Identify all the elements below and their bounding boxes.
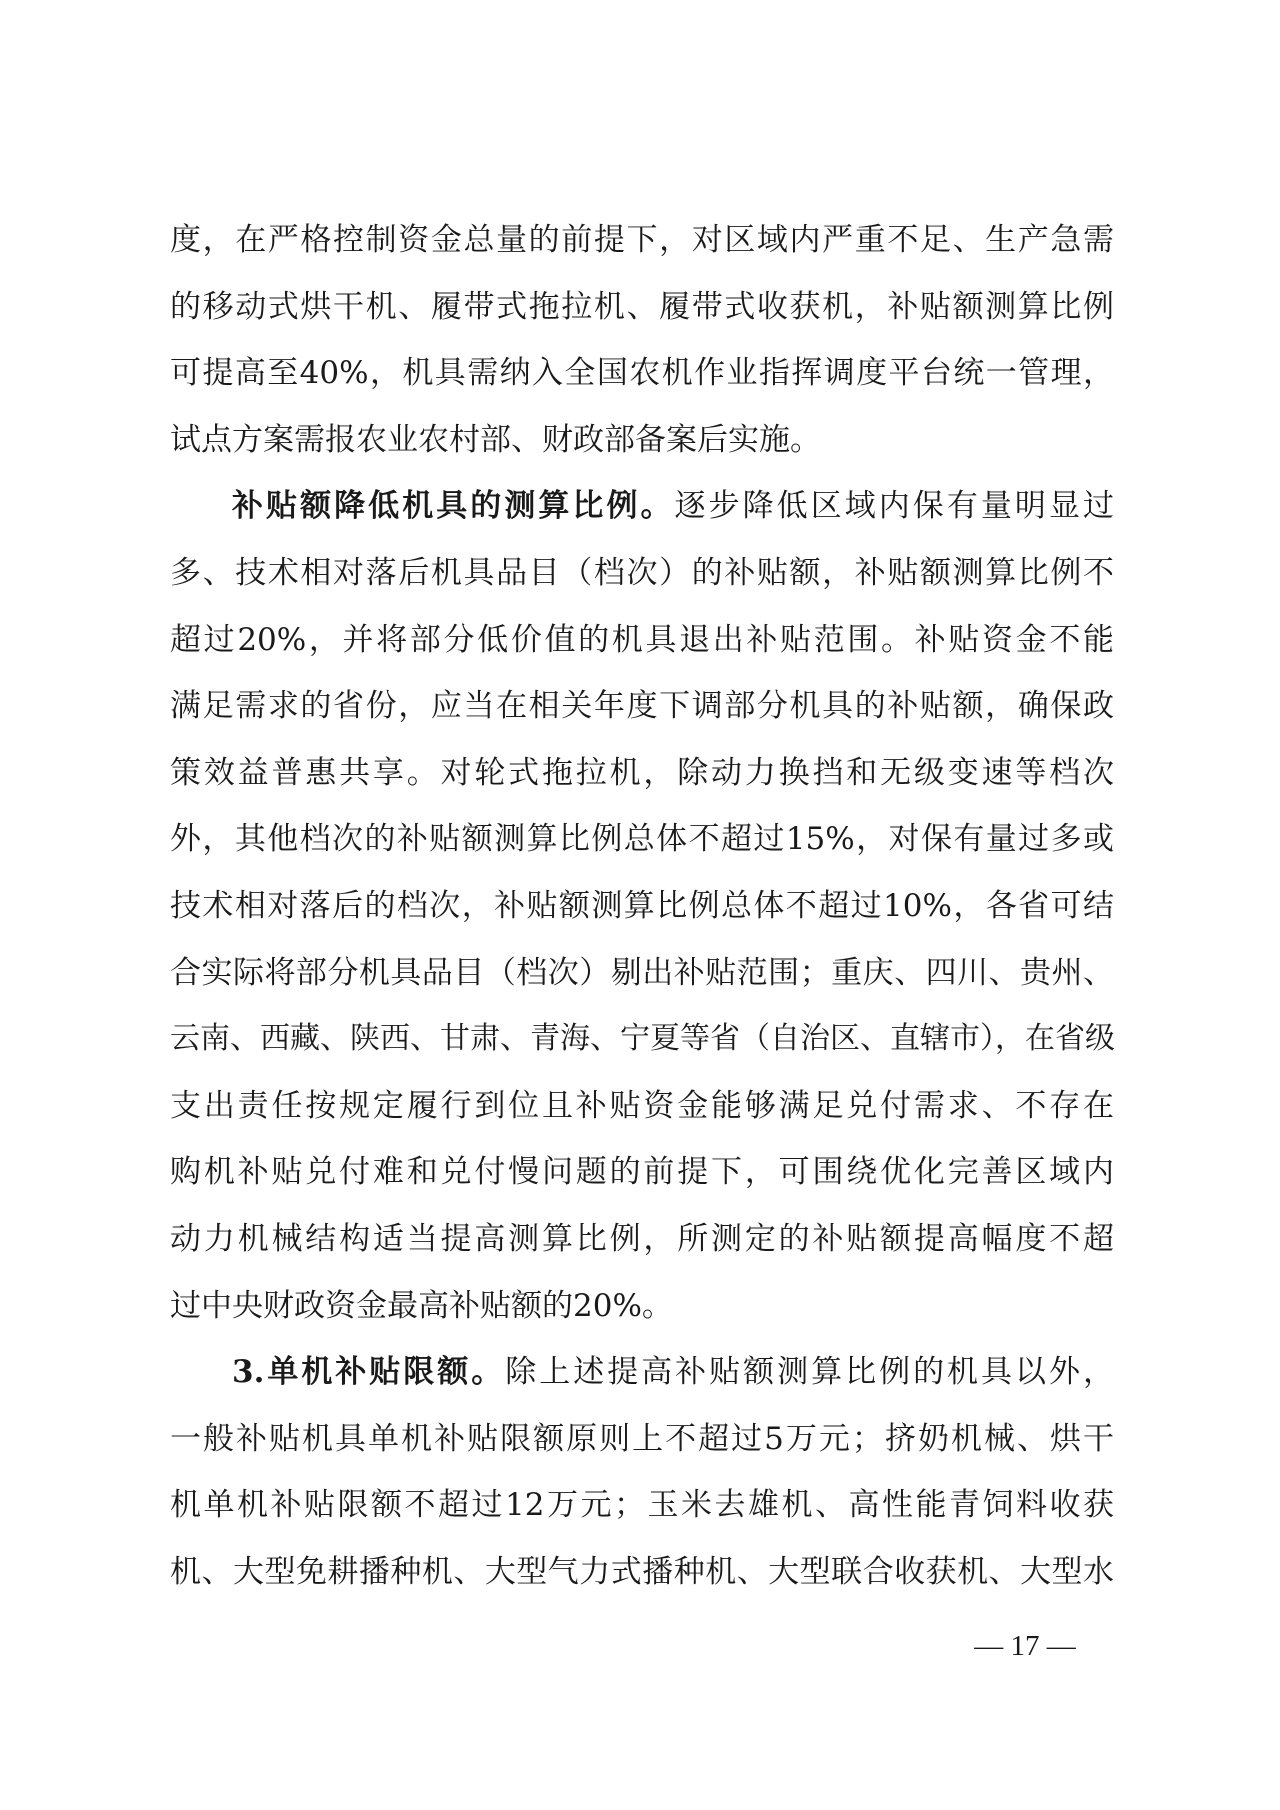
paragraph [170,473,1114,1339]
text-line: 合实际将部分机具品目（档次）剔出补贴范围；重庆、四川、贵州、 [170,954,1114,991]
text-run: 除上述提高补贴额测算比例的机具以外， [505,1354,1114,1391]
text-line: 多、技术相对落后机具品目（档次）的补贴额，补贴额测算比例不 [170,554,1114,591]
text-line: 云南、西藏、陕西、甘肃、青海、宁夏等省（自治区、直辖市），在省级 [170,1021,1115,1057]
body-text [170,207,1114,1605]
text-line: 超过20%，并将部分低价值的机具退出补贴范围。补贴资金不能 [170,621,1114,658]
text-line: 机、大型免耕播种机、大型气力式播种机、大型联合收获机、大型水 [170,1553,1114,1590]
text-line: 过中央财政资金最高补贴额的20%。 [170,1287,673,1324]
text-line [170,473,1114,540]
paragraph [170,207,1114,473]
text-line: 试点方案需报农业农村部、财政部备案后实施。 [170,421,821,458]
text-line: 的移动式烘干机、履带式拖拉机、履带式收获机，补贴额测算比例 [170,288,1114,325]
text-line: 动力机械结构适当提高测算比例，所测定的补贴额提高幅度不超 [170,1220,1114,1257]
text-line: 一般补贴机具单机补贴限额原则上不超过5万元；挤奶机械、烘干 [170,1420,1114,1457]
text-line: 购机补贴兑付难和兑付慢问题的前提下，可围绕优化完善区域内 [170,1154,1114,1191]
text-line: 支出责任按规定履行到位且补贴资金能够满足兑付需求、不存在 [170,1087,1114,1124]
text-line: 可提高至40%，机具需纳入全国农机作业指挥调度平台统一管理， [170,355,1114,392]
paragraph-heading: 补贴额降低机具的测算比例。 [232,488,675,525]
text-line [170,1339,1114,1406]
page-number: — 17 — [974,1630,1076,1662]
paragraph-heading: 3.单机补贴限额。 [232,1354,506,1391]
text-line: 满足需求的省份，应当在相关年度下调部分机具的补贴额，确保政 [170,688,1114,725]
text-line: 机单机补贴限额不超过12万元；玉米去雄机、高性能青饲料收获 [170,1487,1114,1524]
text-line: 外，其他档次的补贴额测算比例总体不超过15%，对保有量过多或 [170,821,1114,858]
paragraph [170,1339,1114,1605]
text-line: 策效益普惠共享。对轮式拖拉机，除动力换挡和无级变速等档次 [170,754,1114,791]
text-line: 技术相对落后的档次，补贴额测算比例总体不超过10%，各省可结 [170,887,1114,924]
text-line: 度，在严格控制资金总量的前提下，对区域内严重不足、生产急需 [170,222,1114,258]
text-run: 逐步降低区域内保有量明显过 [674,488,1115,525]
